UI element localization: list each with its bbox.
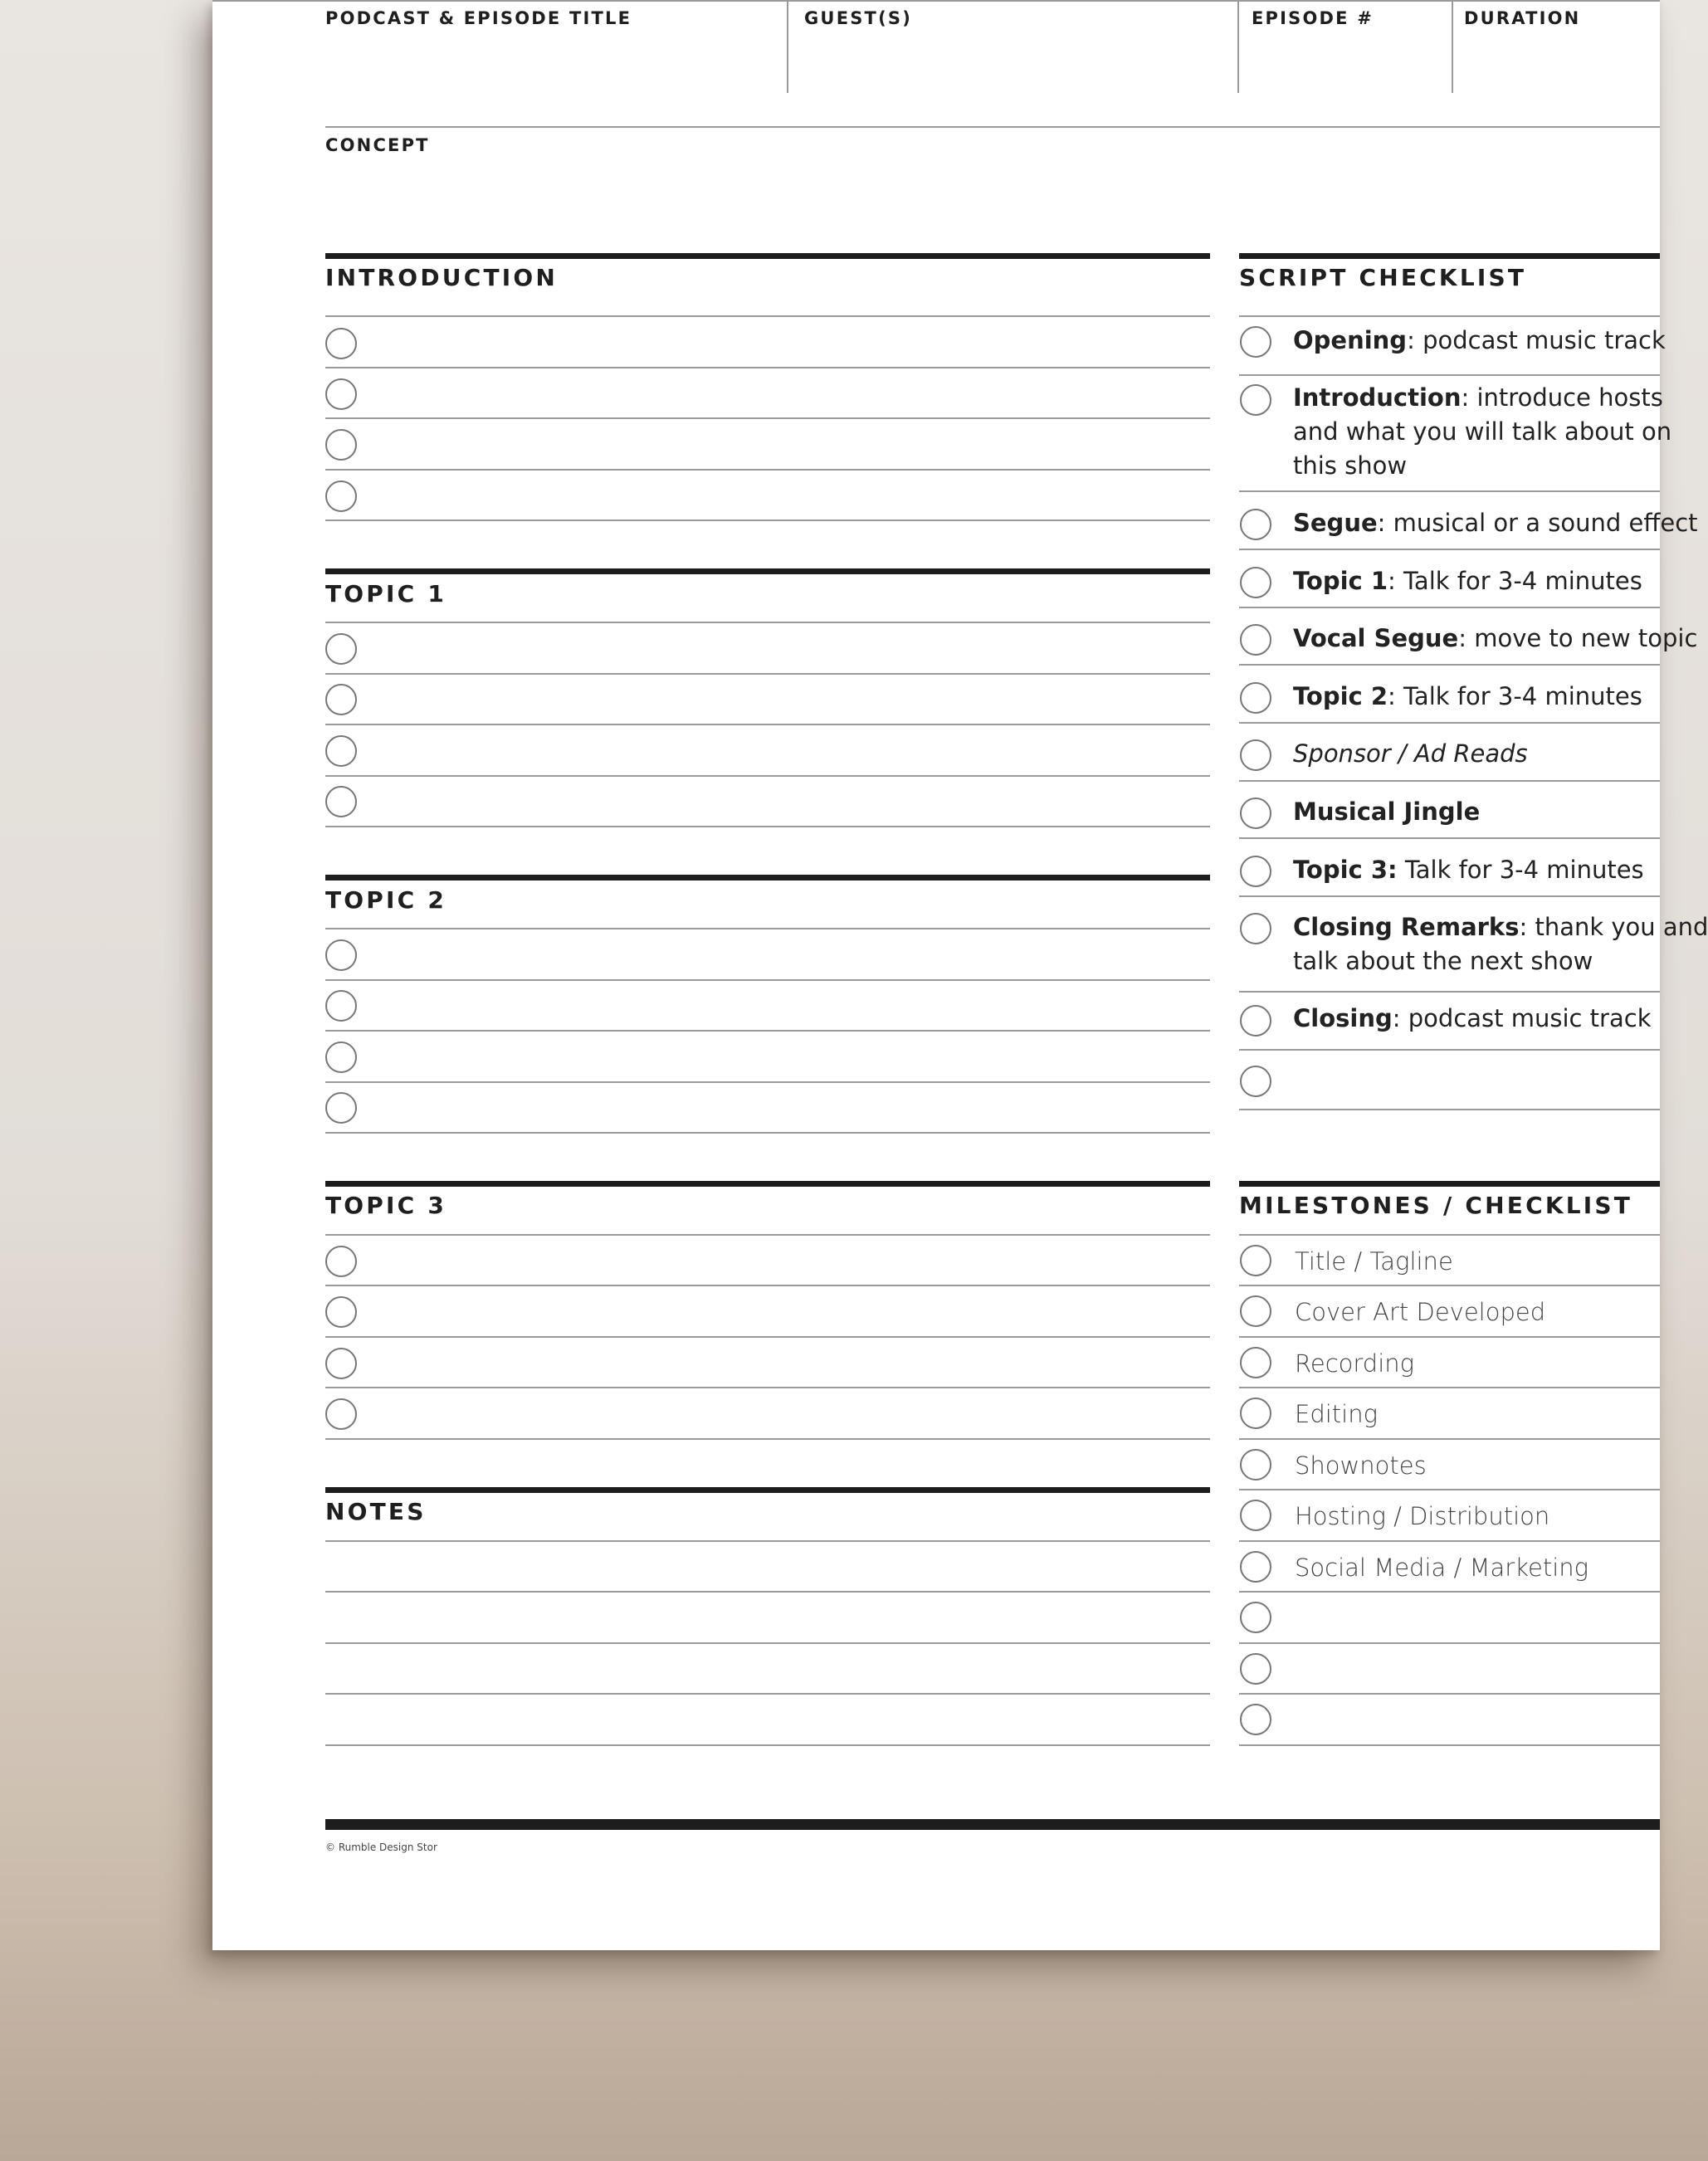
concept-label: CONCEPT (325, 135, 430, 155)
script-checklist-heading: SCRIPT CHECKLIST (1239, 264, 1527, 291)
introduction-rule (325, 417, 1210, 419)
milestones-rule (1239, 1693, 1660, 1695)
milestones-rule (1239, 1336, 1660, 1338)
milestones-rule (1239, 1285, 1660, 1286)
script-checklist-rule (1239, 1109, 1660, 1110)
milestone-hosting: Hosting / Distribution (1295, 1502, 1550, 1530)
script-checkbox-topic2[interactable] (1240, 682, 1271, 714)
topic2-checkbox-4[interactable] (325, 1092, 357, 1124)
concept-rule (325, 126, 1660, 128)
topic3-rule (325, 1387, 1210, 1388)
introduction-header-rule (325, 253, 1210, 259)
script-checklist-rule (1239, 374, 1660, 376)
notes-heading: NOTES (325, 1498, 427, 1525)
script-checkbox-vocal-segue[interactable] (1240, 624, 1271, 656)
notes-rule (325, 1693, 1210, 1695)
script-checklist-rule (1239, 315, 1660, 317)
planner-sheet (212, 0, 1708, 1950)
milestone-checkbox-blank-2[interactable] (1240, 1653, 1271, 1685)
topic3-rule (325, 1285, 1210, 1286)
topic1-rule (325, 775, 1210, 777)
milestone-checkbox-recording[interactable] (1240, 1347, 1271, 1378)
introduction-checkbox-2[interactable] (325, 378, 357, 410)
script-item-closing-remarks: Closing Remarks: thank you and talk about the next show (1293, 913, 1708, 975)
duration-label: DURATION (1464, 8, 1581, 28)
notes-rule (325, 1591, 1210, 1593)
topic1-checkbox-2[interactable] (325, 684, 357, 715)
topic3-rule (325, 1234, 1210, 1236)
milestones-rule (1239, 1540, 1660, 1542)
script-checkbox-closing-remarks[interactable] (1240, 913, 1271, 944)
script-item-topic1: Topic 1: Talk for 3-4 minutes (1293, 567, 1642, 595)
topic3-heading: TOPIC 3 (325, 1192, 447, 1219)
milestones-header-rule (1239, 1181, 1660, 1187)
guests-label: GUEST(S) (804, 8, 913, 28)
script-checklist-rule (1239, 722, 1660, 724)
script-checkbox-topic3[interactable] (1240, 856, 1271, 887)
script-item-vocal-segue: Vocal Segue: move to new topic (1293, 624, 1698, 652)
script-checkbox-closing[interactable] (1240, 1005, 1271, 1037)
script-checkbox-blank[interactable] (1240, 1066, 1271, 1097)
milestone-recording: Recording (1295, 1349, 1415, 1378)
milestones-rule (1239, 1387, 1660, 1388)
introduction-rule (325, 367, 1210, 368)
topic1-rule (325, 673, 1210, 675)
script-item-musical-jingle: Musical Jingle (1293, 798, 1481, 826)
script-checklist-rule (1239, 490, 1660, 492)
episode-number-label: EPISODE # (1252, 8, 1374, 28)
script-checklist-rule (1239, 664, 1660, 666)
topic1-rule (325, 826, 1210, 827)
script-checklist-rule (1239, 607, 1660, 608)
footer-bar (325, 1819, 1660, 1830)
milestone-editing: Editing (1295, 1400, 1378, 1428)
milestone-checkbox-blank-1[interactable] (1240, 1602, 1271, 1633)
milestones-rule (1239, 1438, 1660, 1440)
script-checklist-rule (1239, 837, 1660, 839)
header-divider-2 (1237, 0, 1239, 93)
topic2-rule (325, 1132, 1210, 1134)
podcast-title-label: PODCAST & EPISODE TITLE (325, 8, 632, 28)
header-divider-1 (787, 0, 788, 93)
topic2-checkbox-2[interactable] (325, 990, 357, 1022)
milestone-checkbox-title[interactable] (1240, 1245, 1271, 1276)
topic1-checkbox-4[interactable] (325, 786, 357, 817)
script-item-closing: Closing: podcast music track (1293, 1004, 1652, 1032)
copyright-text: © Rumble Design Stor (325, 1841, 437, 1853)
topic2-heading: TOPIC 2 (325, 886, 447, 914)
milestones-rule (1239, 1744, 1660, 1746)
script-checklist-rule (1239, 549, 1660, 550)
script-checkbox-sponsor[interactable] (1240, 739, 1271, 771)
topic1-header-rule (325, 568, 1210, 574)
notes-rule (325, 1744, 1210, 1746)
script-item-sponsor: Sponsor / Ad Reads (1293, 739, 1528, 768)
milestone-shownotes: Shownotes (1295, 1451, 1427, 1480)
milestone-checkbox-social[interactable] (1240, 1551, 1271, 1583)
script-item-segue: Segue: musical or a sound effect (1293, 509, 1698, 537)
script-checklist-rule (1239, 895, 1660, 897)
script-checklist-header-rule (1239, 253, 1660, 259)
topic3-rule (325, 1336, 1210, 1338)
script-checklist-rule (1239, 780, 1660, 782)
topic2-header-rule (325, 875, 1210, 880)
notes-header-rule (325, 1487, 1210, 1493)
notes-rule (325, 1540, 1210, 1542)
milestone-checkbox-cover-art[interactable] (1240, 1295, 1271, 1327)
introduction-checkbox-3[interactable] (325, 429, 357, 461)
script-item-topic3: Topic 3: Talk for 3-4 minutes (1293, 856, 1644, 884)
topic3-checkbox-2[interactable] (325, 1296, 357, 1328)
topic2-rule (325, 1030, 1210, 1032)
milestones-rule (1239, 1591, 1660, 1593)
introduction-rule (325, 315, 1210, 317)
topic1-checkbox-1[interactable] (325, 633, 357, 665)
milestones-rule (1239, 1234, 1660, 1236)
script-item-introduction: Introduction: introduce hosts and what you will talk about on this show (1293, 383, 1672, 480)
introduction-rule (325, 469, 1210, 471)
header-top-rule (212, 0, 1660, 2)
milestone-social-media: Social Media / Marketing (1295, 1554, 1589, 1582)
milestone-checkbox-blank-3[interactable] (1240, 1704, 1271, 1735)
notes-rule (325, 1642, 1210, 1644)
milestone-checkbox-hosting[interactable] (1240, 1500, 1271, 1531)
topic1-heading: TOPIC 1 (325, 580, 447, 607)
topic2-rule (325, 979, 1210, 981)
milestones-rule (1239, 1642, 1660, 1644)
script-checklist-rule (1239, 1049, 1660, 1051)
milestone-checkbox-shownotes[interactable] (1240, 1449, 1271, 1481)
script-checkbox-topic1[interactable] (1240, 567, 1271, 598)
introduction-heading: INTRODUCTION (325, 264, 558, 291)
header-divider-3 (1452, 0, 1453, 93)
topic1-rule (325, 622, 1210, 623)
introduction-checkbox-4[interactable] (325, 480, 357, 512)
topic1-rule (325, 724, 1210, 725)
script-checkbox-opening[interactable] (1240, 326, 1271, 358)
topic3-rule (325, 1438, 1210, 1440)
milestone-checkbox-editing[interactable] (1240, 1398, 1271, 1429)
topic2-rule (325, 928, 1210, 929)
milestone-cover-art: Cover Art Developed (1295, 1298, 1546, 1326)
script-item-opening: Opening: podcast music track (1293, 326, 1666, 354)
topic2-checkbox-1[interactable] (325, 939, 357, 971)
milestone-title-tagline: Title / Tagline (1295, 1247, 1453, 1276)
milestones-heading: MILESTONES / CHECKLIST (1239, 1192, 1633, 1219)
script-item-topic2: Topic 2: Talk for 3-4 minutes (1293, 682, 1642, 710)
script-checklist-rule (1239, 991, 1660, 993)
milestones-rule (1239, 1489, 1660, 1490)
topic2-rule (325, 1081, 1210, 1083)
topic1-checkbox-3[interactable] (325, 735, 357, 767)
topic3-checkbox-3[interactable] (325, 1348, 357, 1379)
topic3-checkbox-1[interactable] (325, 1246, 357, 1277)
introduction-rule (325, 520, 1210, 521)
script-checkbox-introduction[interactable] (1240, 384, 1271, 416)
topic3-header-rule (325, 1181, 1210, 1187)
script-checkbox-musical-jingle[interactable] (1240, 798, 1271, 829)
script-checkbox-segue[interactable] (1240, 509, 1271, 540)
introduction-checkbox-1[interactable] (325, 328, 357, 359)
topic3-checkbox-4[interactable] (325, 1398, 357, 1430)
topic2-checkbox-3[interactable] (325, 1041, 357, 1073)
